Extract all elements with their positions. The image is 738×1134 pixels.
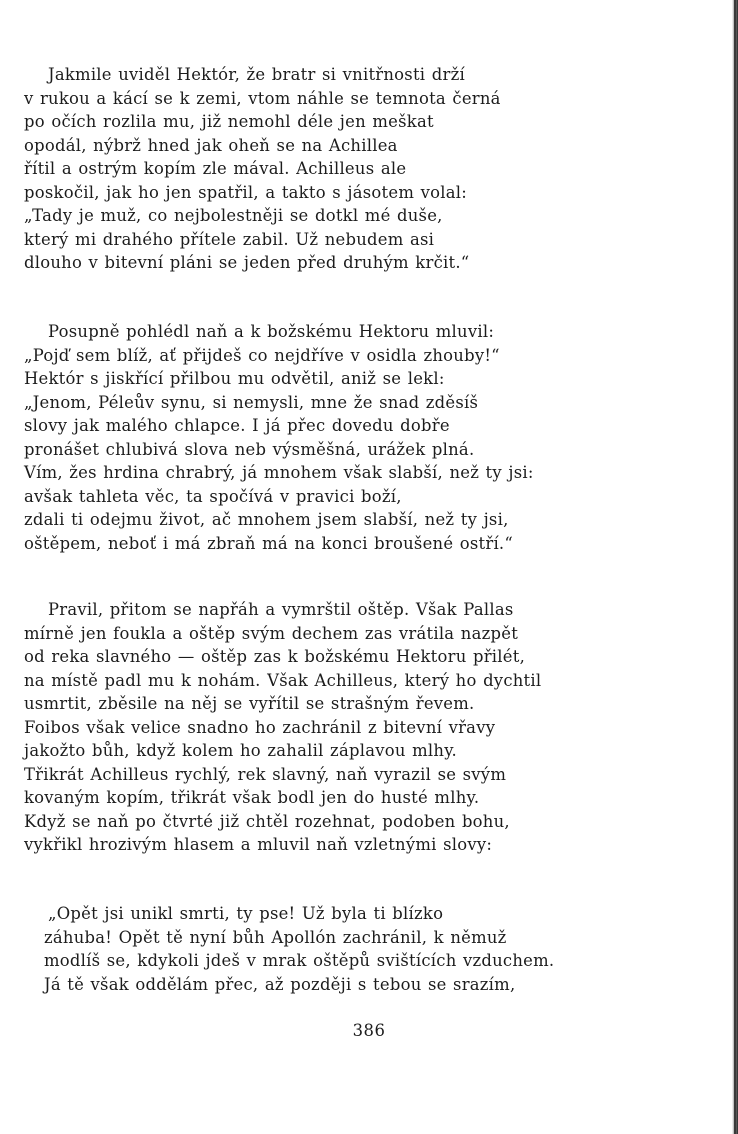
paragraph-4 [24, 902, 714, 996]
text-line: Posupně pohlédl naň a k božskému Hektoru mluvil: [48, 322, 495, 341]
text-line: Já tě však oddělám přec, až později s tebou se srazím, [44, 974, 516, 994]
text-line: „Jenom, Péleův synu, si nemysli, mne že snad zděsíš [24, 392, 479, 412]
text-line: na místě padl mu k nohám. Však Achilleus, který ho dychtil [24, 670, 542, 690]
text-line: pronášet chlubivá slova neb výsměšná, urážek plná. [24, 439, 475, 459]
text-line: „Opět jsi unikl smrti, ty pse! Už byla ti blízko [48, 904, 444, 923]
text-line: kovaným kopím, třikrát však bodl jen do husté mlhy. [24, 788, 480, 807]
text-line: jakožto bůh, když kolem ho zahalil záplavou mlhy. [24, 741, 458, 760]
text-line: zdali ti odejmu život, ač mnohem jsem slabší, než ty jsi, [24, 510, 509, 529]
text-line: řítil a ostrým kopím zle mával. Achilleus ale [24, 159, 407, 178]
text-line: usmrtit, zběsile na něj se vyřítil se strašným řevem. [24, 694, 475, 713]
text-line: Pravil, přitom se napřáh a vymrštil oštěp. Však Pallas [48, 600, 514, 619]
text-line: avšak tahleta věc, ta spočívá v pravici boží, [24, 486, 402, 506]
text-line: poskočil, jak ho jen spatřil, a takto s jásotem volal: [24, 182, 467, 202]
text-line: od reka slavného — oštěp zas k božskému Hektoru přilét, [24, 647, 526, 666]
text-line: po očích rozlila mu, již nemohl déle jen meškat [24, 112, 434, 131]
paragraph-3 [24, 598, 714, 857]
text-line: Třikrát Achilleus rychlý, rek slavný, naň vyrazil se svým [24, 764, 507, 784]
text-line: Hektór s jiskřící přilbou mu odvětil, aniž se lekl: [24, 369, 445, 388]
text-line: Foibos však velice snadno ho zachránil z bitevní vřavy [24, 717, 496, 737]
text-line: oštěpem, neboť i má zbraň má na konci broušené ostří.“ [24, 533, 514, 553]
text-line: dlouho v bitevní pláni se jeden před druhým krčit.“ [24, 253, 470, 272]
text-line: Když se naň po čtvrté již chtěl rozehnat, podoben bohu, [24, 811, 510, 831]
text-line: „Pojď sem blíž, ať přijdeš co nejdříve v osidla zhouby!“ [24, 345, 500, 365]
text-line: záhuba! Opět tě nyní bůh Apollón zachránil, k němuž [44, 927, 507, 947]
paragraph-2 [24, 320, 714, 555]
text-line: vykřikl hrozivým hlasem a mluvil naň vzletnými slovy: [24, 835, 493, 854]
text-line: Jakmile uviděl Hektór, že bratr si vnitřnosti drží [48, 65, 465, 84]
text-line: Vím, žes hrdina chrabrý, já mnohem však slabší, než ty jsi: [24, 463, 534, 482]
paragraph-1 [24, 63, 714, 275]
text-line: který mi drahého přítele zabil. Už nebudem asi [24, 229, 435, 249]
page-number: 386 [352, 1021, 386, 1040]
page-edge-line [734, 0, 736, 1134]
text-line: slovy jak malého chlapce. I já přec dovedu dobře [24, 416, 450, 435]
text-line: „Tady je muž, co nejbolestněji se dotkl mé duše, [24, 206, 443, 225]
text-line: modlíš se, kdykoli jdeš v mrak oštěpů svištících vzduchem. [44, 951, 555, 970]
text-line: mírně jen foukla a oštěp svým dechem zas vrátila nazpět [24, 623, 519, 643]
text-line: v rukou a kácí se k zemi, vtom náhle se temnota černá [24, 88, 501, 108]
text-line: opodál, nýbrž hned jak oheň se na Achillea [24, 135, 398, 155]
